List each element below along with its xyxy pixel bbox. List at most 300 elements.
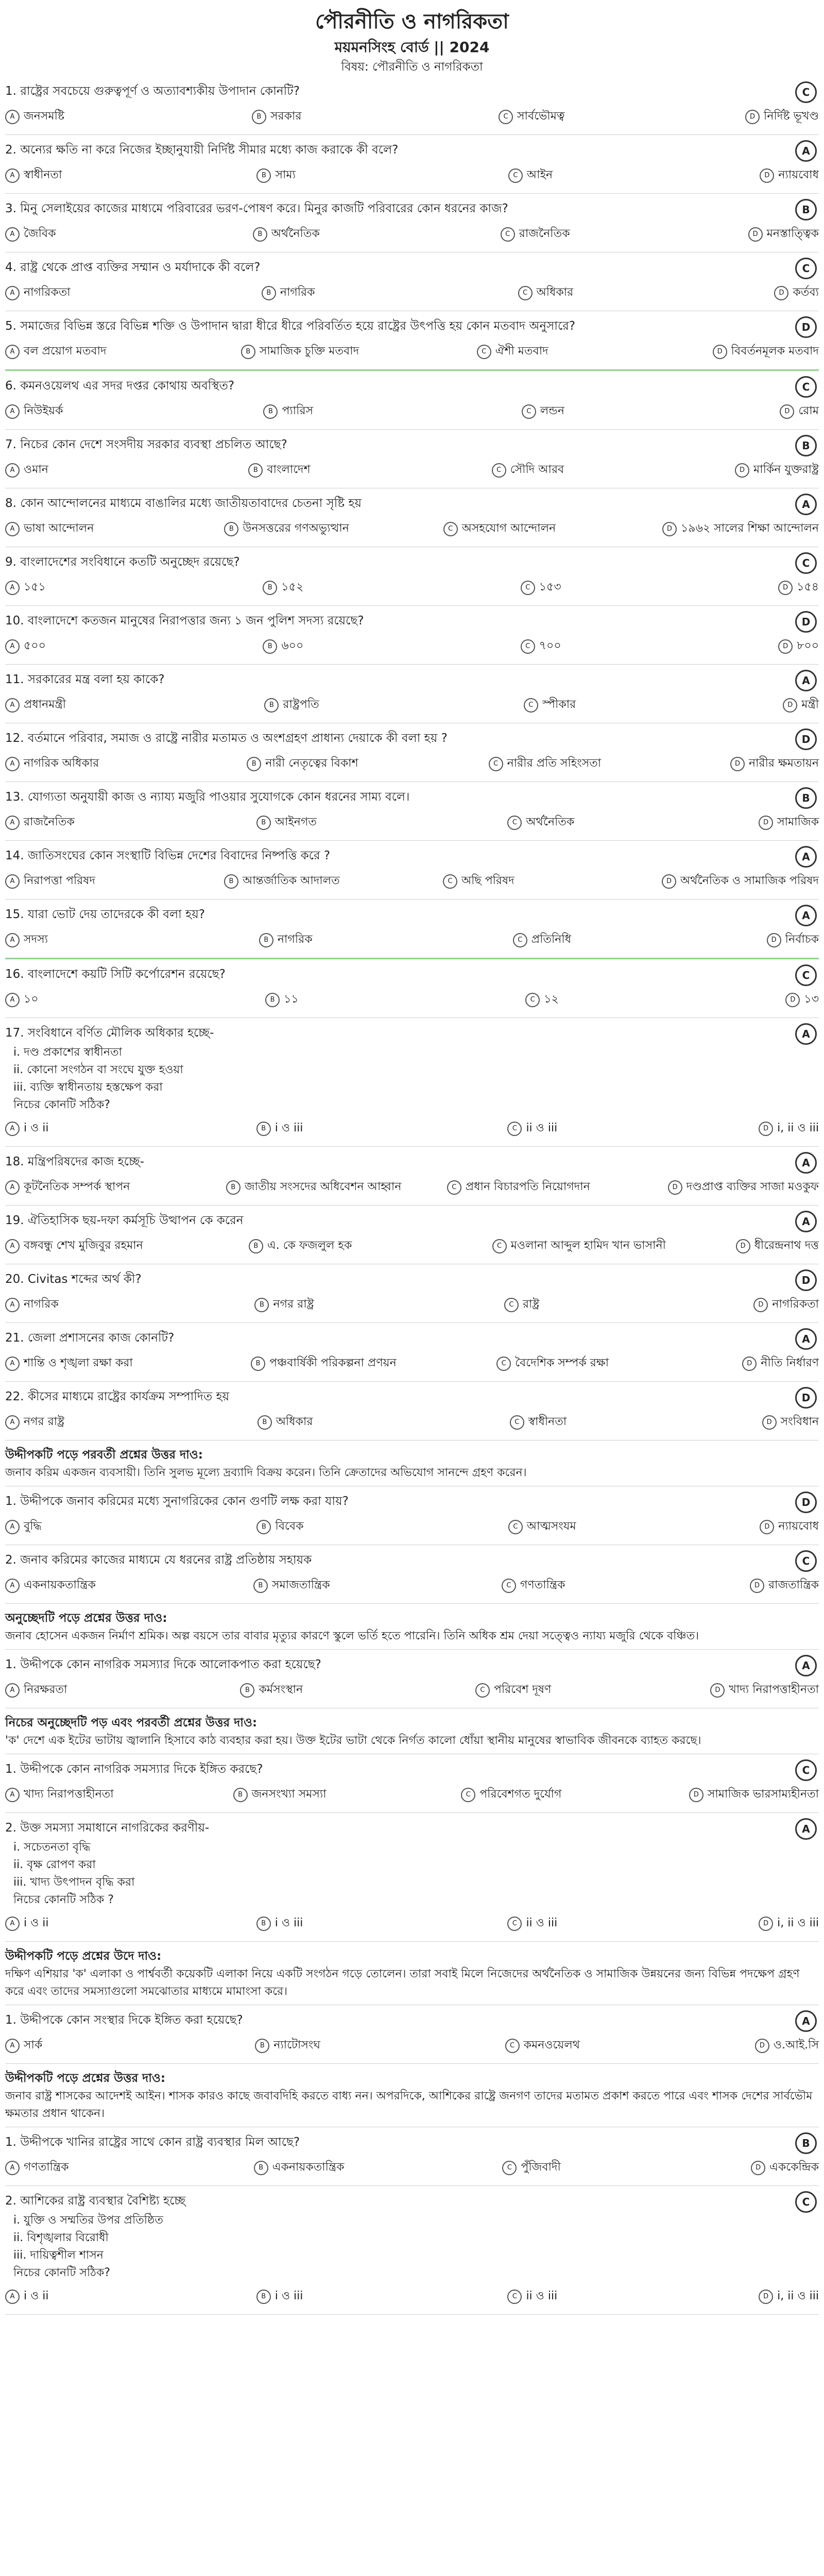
answer-badge: B xyxy=(795,435,817,456)
answer-badge: D xyxy=(795,316,817,338)
option-d[interactable] xyxy=(780,402,819,421)
option-d[interactable] xyxy=(774,283,819,302)
option-d[interactable] xyxy=(668,1178,819,1197)
option-a[interactable] xyxy=(5,402,263,421)
option-letter-circle: B xyxy=(256,1122,271,1136)
statement-line: ii. কোনো সংগঠন বা সংঘে যুক্ত হওয়া xyxy=(13,1063,183,1076)
option-a[interactable] xyxy=(5,2036,255,2055)
option-letter-circle: D xyxy=(759,1917,773,1931)
option-letter-circle: B xyxy=(259,933,273,947)
option-text: ১১ xyxy=(284,993,299,1006)
option-d[interactable] xyxy=(755,2036,819,2055)
option-b[interactable] xyxy=(253,225,501,244)
option-text: একনায়কতান্ত্রিক xyxy=(24,1579,96,1591)
option-c[interactable] xyxy=(492,461,735,480)
option-b[interactable] xyxy=(241,342,477,361)
answer-badge: C xyxy=(795,1759,817,1781)
option-row xyxy=(5,808,819,840)
option-text: মন্ত্রী xyxy=(801,698,819,711)
section-title: উদ্দীপকটি পড়ে পরবর্তী প্রশ্নের উত্তর দাও: xyxy=(5,1448,203,1462)
option-a[interactable] xyxy=(5,2287,256,2306)
option-letter-circle: A xyxy=(5,110,20,124)
option-row xyxy=(5,632,819,664)
option-c[interactable] xyxy=(510,1413,762,1432)
question-item xyxy=(5,900,819,959)
option-text: জনসমষ্টি xyxy=(24,110,65,123)
option-letter-circle: C xyxy=(508,168,523,183)
option-c[interactable] xyxy=(524,696,783,715)
option-d[interactable] xyxy=(767,930,819,950)
question-item xyxy=(5,76,819,135)
option-letter-circle: A xyxy=(5,2161,20,2175)
option-c[interactable] xyxy=(508,166,760,185)
option-text: i, ii ও iii xyxy=(777,1917,819,1929)
option-b[interactable] xyxy=(253,1576,502,1595)
option-row xyxy=(5,573,819,605)
option-a[interactable] xyxy=(5,813,256,832)
option-text: ii ও iii xyxy=(526,1917,558,1929)
option-letter-circle: C xyxy=(492,1239,507,1253)
option-letter-circle: C xyxy=(496,1357,511,1371)
option-d[interactable] xyxy=(783,696,819,715)
option-letter-circle: A xyxy=(5,757,20,771)
option-b[interactable] xyxy=(254,2158,503,2177)
option-row xyxy=(5,102,819,134)
option-letter-circle: D xyxy=(760,1520,774,1534)
question-item xyxy=(5,1147,819,1206)
option-b[interactable] xyxy=(247,754,488,773)
option-b[interactable] xyxy=(226,1178,447,1197)
option-d[interactable] xyxy=(662,872,819,891)
question-text: 11. সরকারের মন্ত্র বলা হয় কাকে? xyxy=(5,673,165,686)
option-letter-circle: D xyxy=(748,227,763,242)
statement-list xyxy=(5,2212,819,2282)
option-text: রাজতান্ত্রিক xyxy=(768,1579,819,1591)
option-letter-circle: D xyxy=(750,1579,764,1593)
answer-badge: C xyxy=(795,258,817,279)
option-letter-circle: C xyxy=(521,639,535,654)
option-letter-circle: C xyxy=(447,1180,461,1195)
option-a[interactable] xyxy=(5,2158,254,2177)
question-text: 5. সমাজের বিভিন্ন স্তরে বিভিন্ন শক্তি ও উপাদান দ্বারা ধীরে ধীরে পরিবর্তিত হয়ে রাষ্ট্রের উৎপত্তি হয় কোন মতবাদ অনুসারে? xyxy=(5,319,576,333)
option-c[interactable] xyxy=(525,990,785,1009)
option-text: ii ও iii xyxy=(526,2290,558,2302)
statement-line: iii. খাদ্য উৎপাদন বৃদ্ধি করা xyxy=(13,1876,135,1889)
option-c[interactable] xyxy=(502,2158,751,2177)
option-b[interactable] xyxy=(263,578,520,597)
option-d[interactable] xyxy=(742,1354,819,1373)
option-a[interactable] xyxy=(5,1295,254,1314)
option-b[interactable] xyxy=(263,402,521,421)
option-letter-circle: D xyxy=(736,1239,750,1253)
option-d[interactable] xyxy=(713,342,819,361)
option-letter-circle: D xyxy=(760,168,774,183)
option-d[interactable] xyxy=(753,1295,819,1314)
option-letter-circle: C xyxy=(499,110,513,124)
option-text: প্যারিস xyxy=(282,404,314,417)
option-text: ওমান xyxy=(24,463,48,476)
option-b[interactable] xyxy=(233,1785,461,1804)
option-letter-circle: C xyxy=(443,874,457,889)
option-b[interactable] xyxy=(265,990,525,1009)
option-text: ৫০০ xyxy=(24,639,46,652)
option-row xyxy=(5,1408,819,1440)
option-text: নাগরিক অধিকার xyxy=(24,757,99,770)
option-letter-circle: B xyxy=(233,1788,248,1802)
option-text: ন্যায়বোধ xyxy=(778,168,819,181)
option-row xyxy=(5,278,819,311)
statement-line: iii. দায়িত্বশীল শাসন xyxy=(13,2249,104,2262)
option-b[interactable] xyxy=(252,107,499,126)
option-text: নির্বাচক xyxy=(785,933,819,946)
option-row xyxy=(5,2031,819,2063)
option-a[interactable] xyxy=(5,1178,226,1197)
option-row xyxy=(5,867,819,899)
option-letter-circle: A xyxy=(5,698,20,713)
option-letter-circle: B xyxy=(263,639,277,654)
statement-line: নিচের কোনটি সঠিক? xyxy=(13,2266,110,2279)
option-a[interactable] xyxy=(5,1576,253,1595)
option-a[interactable] xyxy=(5,1354,251,1373)
option-row xyxy=(5,749,819,782)
option-letter-circle: C xyxy=(502,1579,516,1593)
question-text: 1. উদ্দীপকে কোন নাগরিক সমস্যার দিকে আলোকপাত করা হয়েছে? xyxy=(5,1658,321,1671)
option-text: রাজনৈতিক xyxy=(24,816,75,828)
option-d[interactable] xyxy=(785,990,819,1009)
option-d[interactable] xyxy=(759,1119,819,1138)
option-text: অধিকার xyxy=(536,286,574,299)
option-text: নাগরিক xyxy=(24,1298,59,1311)
option-text: ন্যাটোসংঘ xyxy=(273,2039,320,2052)
option-c[interactable] xyxy=(522,402,780,421)
option-a[interactable] xyxy=(5,1681,240,1700)
answer-badge: A xyxy=(795,1818,817,1840)
option-letter-circle: C xyxy=(507,2290,522,2304)
question-text: 2. অন্যের ক্ষতি না করে নিজের ইচ্ছানুযায়ী নির্দিষ্ট সীমার মধ্যে কাজ করাকে কী বলে? xyxy=(5,143,399,157)
option-b[interactable] xyxy=(258,1413,510,1432)
option-text: সামাজিক ভারসাম্যহীনতা xyxy=(707,1788,819,1801)
answer-badge: D xyxy=(795,728,817,750)
option-a[interactable] xyxy=(5,1413,258,1432)
option-row xyxy=(5,455,819,488)
option-letter-circle: D xyxy=(668,1180,682,1195)
question-text: 17. সংবিধানে বর্ণিত মৌলিক অধিকার হচ্ছে- xyxy=(5,1026,214,1040)
answer-badge: B xyxy=(795,787,817,809)
option-letter-circle: D xyxy=(713,345,727,359)
option-letter-circle: B xyxy=(258,1415,272,1430)
option-letter-circle: B xyxy=(256,1917,271,1931)
creative-section xyxy=(5,1942,819,2064)
creative-section xyxy=(5,1440,819,1604)
option-letter-circle: C xyxy=(507,1122,522,1136)
option-letter-circle: D xyxy=(780,404,794,419)
option-b[interactable] xyxy=(248,461,491,480)
option-letter-circle: D xyxy=(774,286,788,300)
option-letter-circle: D xyxy=(759,1122,773,1136)
option-letter-circle: C xyxy=(475,1683,490,1698)
option-text: ৭০০ xyxy=(539,639,561,652)
option-a[interactable] xyxy=(5,872,224,891)
question-text: 20. Civitas শব্দের অর্থ কী? xyxy=(5,1273,142,1286)
question-item xyxy=(5,723,819,782)
section-stem: 'ক' দেশে এক ইটের ভাটায় জ্বালানি হিসাবে কাঠ ব্যবহার করা হয়। উক্ত ইটের ভাটা থেকে নির্গত কালো ধোঁয়া স্থানীয় মানুষের স্বাভাবিক জীবনকে ব্যাহত করছে। xyxy=(5,1732,819,1754)
answer-badge: C xyxy=(795,2191,817,2213)
option-b[interactable] xyxy=(256,1119,508,1138)
option-text: শান্তি ও শৃঙ্খলা রক্ষা করা xyxy=(24,1357,133,1369)
option-text: i ও iii xyxy=(274,1122,303,1134)
option-c[interactable] xyxy=(489,754,730,773)
question-item xyxy=(5,1382,819,1440)
mcq-list xyxy=(5,76,819,1440)
option-d[interactable] xyxy=(778,578,819,597)
option-b[interactable] xyxy=(254,1295,504,1314)
option-d[interactable] xyxy=(730,754,819,773)
option-letter-circle: B xyxy=(264,698,279,713)
question-text: 1. উদ্দীপকে জনাব করিমের মধ্যে সুনাগরিকের কোন গুণটি লক্ষ করা যায়? xyxy=(5,1495,349,1508)
option-b[interactable] xyxy=(256,1914,508,1933)
option-b[interactable] xyxy=(264,696,523,715)
option-text: বাংলাদেশ xyxy=(267,463,311,476)
option-d[interactable] xyxy=(751,2158,819,2177)
option-letter-circle: A xyxy=(5,581,20,595)
option-text: ৮০০ xyxy=(797,639,819,652)
option-text: স্পীকার xyxy=(542,698,576,711)
option-row xyxy=(5,1173,819,1205)
option-c[interactable] xyxy=(477,342,713,361)
option-c[interactable] xyxy=(501,225,748,244)
option-letter-circle: A xyxy=(5,1298,20,1312)
option-d[interactable] xyxy=(760,1517,819,1536)
option-text: আত্মসংযম xyxy=(526,1520,576,1533)
section-title: অনুচ্ছেদটি পড়ে প্রশ্নের উত্তর দাও: xyxy=(5,1612,167,1625)
option-letter-circle: C xyxy=(492,463,506,478)
option-c[interactable] xyxy=(507,1119,759,1138)
option-d[interactable] xyxy=(762,1413,819,1432)
option-b[interactable] xyxy=(240,1681,475,1700)
option-text: প্রতিনিধি xyxy=(531,933,572,946)
option-letter-circle: A xyxy=(5,1579,20,1593)
option-row xyxy=(5,337,819,369)
option-d[interactable] xyxy=(735,461,819,480)
option-row xyxy=(5,1675,819,1708)
option-c[interactable] xyxy=(507,1914,759,1933)
option-c[interactable] xyxy=(505,2036,755,2055)
option-letter-circle: A xyxy=(5,286,20,300)
option-text: সরকার xyxy=(270,110,302,123)
option-c[interactable] xyxy=(507,813,759,832)
option-a[interactable] xyxy=(5,754,247,773)
creative-section xyxy=(5,1604,819,1708)
option-c[interactable] xyxy=(504,1295,753,1314)
option-row xyxy=(5,1571,819,1603)
question-item xyxy=(5,2005,819,2064)
statement-line: ii. বৃক্ষ রোপণ করা xyxy=(13,1858,96,1871)
option-d[interactable] xyxy=(778,637,819,656)
option-letter-circle: A xyxy=(5,1788,20,1802)
option-letter-circle: C xyxy=(443,522,458,536)
answer-badge: B xyxy=(795,2132,817,2154)
option-d[interactable] xyxy=(759,813,819,832)
option-text: ঐশী মতবাদ xyxy=(495,345,548,358)
option-letter-circle: C xyxy=(461,1788,475,1802)
option-b[interactable] xyxy=(263,637,520,656)
option-letter-circle: A xyxy=(5,816,20,830)
option-a[interactable] xyxy=(5,696,264,715)
question-item xyxy=(5,430,819,488)
option-d[interactable] xyxy=(760,166,819,185)
option-letter-circle: C xyxy=(505,2039,520,2053)
option-a[interactable] xyxy=(5,990,265,1009)
option-c[interactable] xyxy=(475,1681,710,1700)
question-item xyxy=(5,1206,819,1264)
option-c[interactable] xyxy=(461,1785,689,1804)
option-row xyxy=(5,2153,819,2185)
option-a[interactable] xyxy=(5,930,259,950)
option-c[interactable] xyxy=(443,872,662,891)
option-text: কর্মসংস্থান xyxy=(259,1683,303,1696)
option-letter-circle: C xyxy=(477,345,491,359)
option-letter-circle: C xyxy=(502,2161,517,2175)
question-text: 2. উক্ত সমস্যা সমাধানে নাগরিকের করণীয়- xyxy=(5,1821,210,1835)
question-text: 12. বর্তমানে পরিবার, সমাজ ও রাষ্ট্রে নারীর মতামত ও অংশগ্রহণ প্রাধান্য দেয়াকে কী বলা হয় ? xyxy=(5,732,448,745)
answer-badge: D xyxy=(795,1387,817,1409)
question-text: 21. জেলা প্রশাসনের কাজ কোনটি? xyxy=(5,1331,175,1345)
option-a[interactable] xyxy=(5,578,263,597)
option-a[interactable] xyxy=(5,107,252,126)
option-a[interactable] xyxy=(5,166,256,185)
option-letter-circle: C xyxy=(508,1520,523,1534)
option-c[interactable] xyxy=(521,578,778,597)
option-letter-circle: B xyxy=(224,874,238,889)
option-a[interactable] xyxy=(5,1785,233,1804)
option-a[interactable] xyxy=(5,1236,249,1256)
option-letter-circle: A xyxy=(5,639,20,654)
option-d[interactable] xyxy=(748,225,819,244)
option-text: ১৫২ xyxy=(281,581,304,594)
option-b[interactable] xyxy=(255,2036,505,2055)
question-item xyxy=(5,252,819,311)
option-letter-circle: B xyxy=(248,463,263,478)
option-d[interactable] xyxy=(750,1576,819,1595)
option-letter-circle: C xyxy=(501,227,515,242)
option-a[interactable] xyxy=(5,637,263,656)
option-b[interactable] xyxy=(256,2287,508,2306)
option-b[interactable] xyxy=(256,813,508,832)
option-c[interactable] xyxy=(508,1517,760,1536)
question-text: 6. কমনওয়েলথ এর সদর দপ্তর কোথায় অবস্থিত? xyxy=(5,379,235,393)
statement-line: iii. ব্যক্তি স্বাধীনতায় হস্তক্ষেপ করা xyxy=(13,1081,163,1094)
option-letter-circle: C xyxy=(489,757,503,771)
option-letter-circle: D xyxy=(783,698,797,713)
header xyxy=(5,0,819,76)
option-row xyxy=(5,1231,819,1264)
option-text: নিউইয়র্ক xyxy=(24,404,63,417)
option-text: ১৫৩ xyxy=(539,581,561,594)
option-letter-circle: D xyxy=(778,639,793,654)
option-c[interactable] xyxy=(447,1178,668,1197)
option-d[interactable] xyxy=(745,107,819,126)
option-c[interactable] xyxy=(492,1236,736,1256)
question-text: 15. যারা ভোট দেয় তাদেরকে কী বলা হয়? xyxy=(5,908,205,921)
statement-line: ii. বিশৃঙ্খলার বিরোধী xyxy=(13,2231,109,2244)
option-letter-circle: D xyxy=(753,1298,768,1312)
answer-badge: A xyxy=(795,1152,817,1174)
option-b[interactable] xyxy=(249,1236,492,1256)
option-text: ১২ xyxy=(544,993,559,1006)
option-row xyxy=(5,690,819,723)
option-d[interactable] xyxy=(736,1236,819,1256)
option-text: খাদ্য নিরাপত্তাহীনতা xyxy=(729,1683,819,1696)
option-b[interactable] xyxy=(256,1517,508,1536)
option-text: i ও ii xyxy=(24,1917,49,1929)
option-text: ভাষা আন্দোলন xyxy=(24,522,94,535)
option-letter-circle: D xyxy=(762,1415,777,1430)
option-text: মার্কিন যুক্তরাষ্ট্র xyxy=(753,463,819,476)
option-a[interactable] xyxy=(5,461,248,480)
option-text: উনসত্তরের গণঅভ্যুত্থান xyxy=(243,522,349,535)
question-item xyxy=(5,665,819,723)
answer-badge: B xyxy=(795,199,817,221)
option-c[interactable] xyxy=(513,930,767,950)
option-letter-circle: B xyxy=(263,404,278,419)
answer-badge: C xyxy=(795,552,817,574)
option-c[interactable] xyxy=(502,1576,750,1595)
option-b[interactable] xyxy=(256,166,508,185)
option-c[interactable] xyxy=(518,283,775,302)
option-c[interactable] xyxy=(496,1354,742,1373)
option-letter-circle: A xyxy=(5,874,20,889)
option-a[interactable] xyxy=(5,1119,256,1138)
option-b[interactable] xyxy=(251,1354,496,1373)
option-text: বিবেক xyxy=(275,1520,304,1533)
option-letter-circle: B xyxy=(256,1520,271,1534)
section-title: উদ্দীপকটি পড়ে প্রশ্নের উত্তর দাও: xyxy=(5,2072,166,2085)
question-text: 1. রাষ্ট্রের সবচেয়ে গুরুত্বপূর্ণ ও অত্যাবশ্যকীয় উপাদান কোনটি? xyxy=(5,84,300,98)
question-text: 2. জনাব করিমের কাজের মাধ্যমে যে ধরনের রাষ্ট্র প্রতিষ্ঠায় সহায়ক xyxy=(5,1553,312,1567)
answer-badge: A xyxy=(795,1211,817,1232)
option-d[interactable] xyxy=(759,1914,819,1933)
option-text: পুঁজিবাদী xyxy=(521,2161,561,2174)
option-text: অছি পরিষদ xyxy=(461,874,514,887)
option-c[interactable] xyxy=(521,637,778,656)
option-c[interactable] xyxy=(499,107,745,126)
question-text: 1. উদ্দীপকে কোন সংস্থার দিকে ইঙ্গিত করা হয়েছে? xyxy=(5,2013,243,2027)
option-d[interactable] xyxy=(689,1785,819,1804)
option-a[interactable] xyxy=(5,283,262,302)
option-d[interactable] xyxy=(759,2287,819,2306)
option-a[interactable] xyxy=(5,519,224,538)
option-c[interactable] xyxy=(443,519,662,538)
option-text: এককেন্দ্রিক xyxy=(769,2161,819,2174)
option-c[interactable] xyxy=(507,2287,759,2306)
option-b[interactable] xyxy=(262,283,518,302)
option-a[interactable] xyxy=(5,1914,256,1933)
option-b[interactable] xyxy=(224,519,443,538)
option-letter-circle: C xyxy=(521,581,535,595)
option-letter-circle: A xyxy=(5,2039,20,2053)
option-b[interactable] xyxy=(259,930,513,950)
option-a[interactable] xyxy=(5,1517,256,1536)
option-a[interactable] xyxy=(5,342,241,361)
option-b[interactable] xyxy=(224,872,443,891)
option-text: সৌদি আরব xyxy=(510,463,564,476)
answer-badge: C xyxy=(795,964,817,986)
option-d[interactable] xyxy=(710,1681,819,1700)
answer-badge: A xyxy=(795,846,817,868)
option-d[interactable] xyxy=(662,519,819,538)
option-a[interactable] xyxy=(5,225,253,244)
option-text: অর্থনৈতিক xyxy=(526,816,575,828)
